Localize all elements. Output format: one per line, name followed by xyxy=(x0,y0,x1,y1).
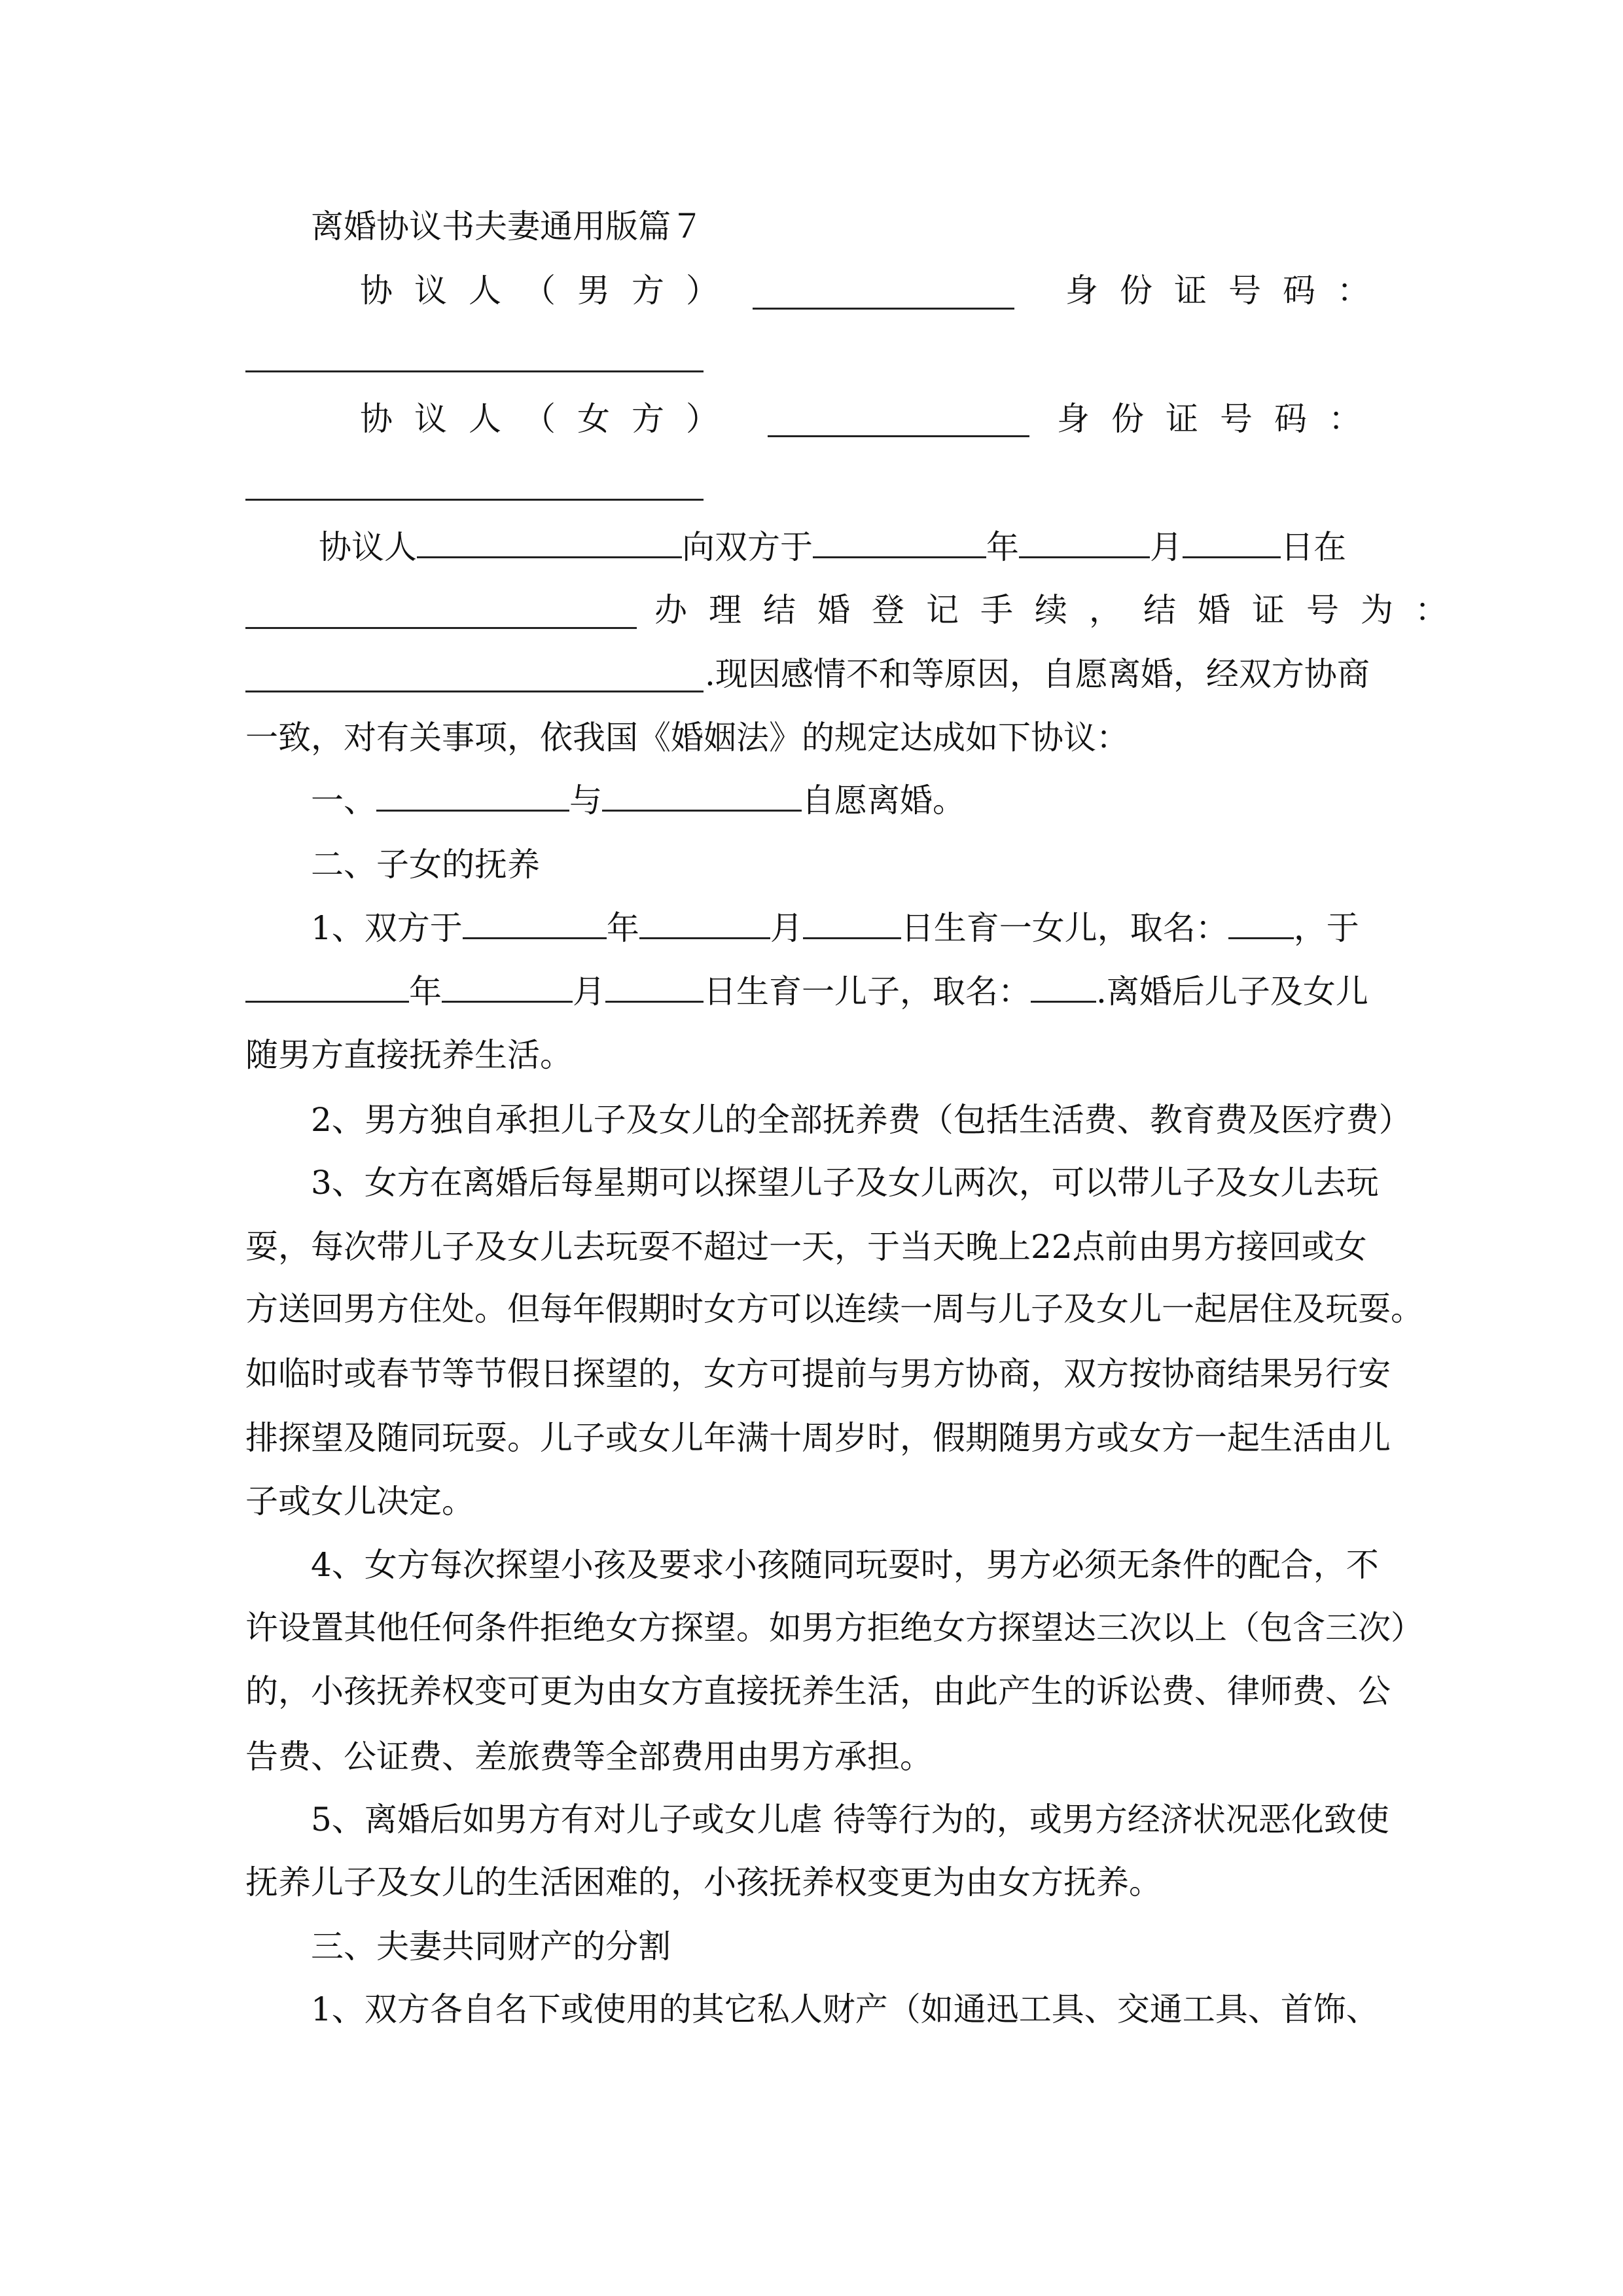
child-item-5-line-1: 5、离婚后如男方有对儿子或女儿虐 待等行为的，或男方经济状况恶化致使 xyxy=(311,1801,1389,1839)
clause-1-female-blank[interactable] xyxy=(602,781,802,812)
marriage-line-1 xyxy=(319,528,1346,567)
male-name-blank[interactable] xyxy=(753,308,1014,310)
male-id-blank[interactable] xyxy=(245,370,704,372)
male-party-label: 协议人（男方） xyxy=(360,272,740,310)
clause-1-end: 自愿离婚。 xyxy=(802,781,965,819)
female-id-label: 身份证号码： xyxy=(1057,400,1383,438)
daughter-month-blank[interactable] xyxy=(639,908,770,939)
child-item-1-prefix: 1、双方于 xyxy=(311,909,463,947)
document-title: 离婚协议书夫妻通用版篇７ xyxy=(311,207,704,245)
daughter-day-blank[interactable] xyxy=(803,908,901,939)
son-text: 日生育一儿子，取名： xyxy=(704,973,1031,1011)
female-party-label: 协议人（女方） xyxy=(360,400,740,438)
child-item-4-line-1: 4、女方每次探望小孩及要求小孩随同玩耍时，男方必须无条件的配合，不 xyxy=(311,1546,1379,1584)
female-id-blank[interactable] xyxy=(245,499,704,501)
year-text: 年 xyxy=(409,973,442,1011)
child-item-5-line-2: 抚养儿子及女儿的生活困难的，小孩抚养权变更为由女方抚养。 xyxy=(245,1863,1162,1901)
common-party-label: 协议人 xyxy=(319,528,417,566)
daughter-text: 日生育一女儿，取名： xyxy=(901,909,1228,947)
daughter-name-blank[interactable] xyxy=(1228,908,1294,939)
month-text: 月 xyxy=(573,973,605,1011)
child-item-4-line-4: 告费、公证费、差旅费等全部费用由男方承担。 xyxy=(245,1738,933,1776)
registry-place-blank[interactable] xyxy=(245,627,637,629)
procedure-text: 办理结婚登记手续，结婚证号为： xyxy=(654,591,1469,629)
separator-text: ，于 xyxy=(1293,909,1359,947)
child-item-1-line-2 xyxy=(245,972,1368,1011)
child-item-4-line-2: 许设置其他任何条件拒绝女方探望。如男方拒绝女方探望达三次以上（包含三次） xyxy=(245,1609,1423,1647)
month-text: 月 xyxy=(1150,528,1183,566)
child-item-3-line-2: 耍，每次带儿子及女儿去玩耍不超过一天，于当天晚上22点前由男方接回或女 xyxy=(245,1228,1367,1266)
son-month-blank[interactable] xyxy=(442,972,573,1003)
child-item-3-line-1: 3、女方在离婚后每星期可以探望儿子及女儿两次，可以带儿子及女儿去玩 xyxy=(311,1164,1379,1202)
child-item-3-line-3: 方送回男方住处。但每年假期时女方可以连续一周与儿子及女儿一起居住及玩耍。 xyxy=(245,1290,1423,1328)
day-at-text: 日在 xyxy=(1281,528,1346,566)
child-item-1-line-3: 随男方直接抚养生活。 xyxy=(245,1036,573,1074)
certificate-number-blank[interactable] xyxy=(245,691,704,692)
female-name-blank[interactable] xyxy=(768,435,1029,437)
clause-1-prefix: 一、 xyxy=(311,781,376,819)
child-item-3-line-5: 排探望及随同玩耍。儿子或女儿年满十周岁时，假期随男方或女方一起生活由儿 xyxy=(245,1419,1391,1457)
son-day-blank[interactable] xyxy=(605,972,704,1003)
register-to-text: 向双方于 xyxy=(682,528,813,566)
male-id-label: 身份证号码： xyxy=(1065,272,1391,310)
child-item-3-line-4: 如临时或春节等节假日探望的，女方可提前与男方协商，双方按协商结果另行安 xyxy=(245,1355,1391,1393)
child-item-3-line-6: 子或女儿决定。 xyxy=(245,1482,474,1520)
son-name-blank[interactable] xyxy=(1031,972,1096,1003)
property-item-1-line-1: 1、双方各自名下或使用的其它私人财产（如通迅工具、交通工具、首饰、 xyxy=(311,1990,1379,2028)
marriage-day-blank[interactable] xyxy=(1183,528,1281,558)
clause-1 xyxy=(311,781,965,820)
clause-1-male-blank[interactable] xyxy=(376,781,569,812)
section-2-heading: 二、子女的抚养 xyxy=(311,846,540,884)
child-item-1-line-1 xyxy=(311,908,1359,948)
party-name-blank[interactable] xyxy=(417,528,682,558)
child-item-2: 2、男方独自承担儿子及女儿的全部抚养费（包括生活费、教育费及医疗费） xyxy=(311,1101,1412,1139)
year-text: 年 xyxy=(606,909,639,947)
daughter-year-blank[interactable] xyxy=(463,908,607,939)
clause-1-with: 与 xyxy=(569,781,602,819)
marriage-month-blank[interactable] xyxy=(1019,528,1150,558)
son-year-blank[interactable] xyxy=(245,972,409,1003)
section-3-heading: 三、夫妻共同财产的分割 xyxy=(311,1928,671,1965)
reason-text: .现因感情不和等原因，自愿离婚，经双方协商 xyxy=(705,655,1370,693)
child-item-4-line-3: 的，小孩抚养权变可更为由女方直接抚养生活，由此产生的诉讼费、律师费、公 xyxy=(245,1672,1391,1710)
year-text: 年 xyxy=(986,528,1019,566)
month-text: 月 xyxy=(770,909,803,947)
marriage-year-blank[interactable] xyxy=(813,528,986,558)
agreement-intro: 一致，对有关事项，依我国《婚姻法》的规定达成如下协议： xyxy=(245,719,1129,757)
tail-text: .离婚后儿子及女儿 xyxy=(1096,973,1368,1011)
